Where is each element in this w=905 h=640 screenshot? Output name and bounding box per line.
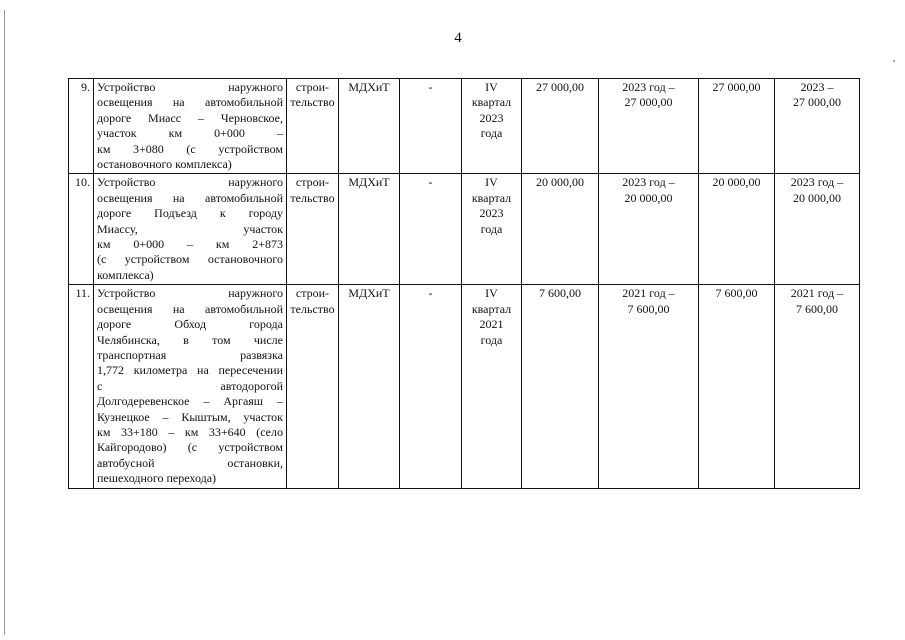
- cell-line: IV: [485, 175, 498, 190]
- cell-line: освещения на автомобильной: [97, 190, 283, 205]
- cell-line: года: [480, 126, 503, 141]
- cell-line: строи-: [295, 80, 330, 94]
- table-row: [69, 174, 860, 285]
- budget-by-year: [775, 174, 860, 285]
- cell-line: (с устройством остановочного: [97, 252, 283, 267]
- budget-by-year: [775, 79, 860, 174]
- budget-amount: 20 000,00: [699, 174, 775, 285]
- works-table: [68, 78, 860, 489]
- cell-line: квартал: [471, 190, 512, 205]
- cell-line: квартал: [471, 301, 512, 316]
- cost-by-year: [599, 174, 699, 285]
- customer: МДХиТ: [339, 285, 400, 488]
- empty-mark: -: [400, 79, 462, 174]
- budget-amount: 7 600,00: [699, 285, 775, 488]
- cell-line: строи-: [295, 175, 330, 190]
- total-cost: 20 000,00: [522, 174, 599, 285]
- cell-line: Кайгородово) (с устройством: [97, 440, 283, 455]
- object-name: [94, 174, 287, 285]
- cell-line: освещения на автомобильной: [97, 301, 283, 316]
- cell-line: Миассу, участок: [97, 221, 283, 236]
- budget-amount: 27 000,00: [699, 79, 775, 174]
- customer: МДХиТ: [339, 79, 400, 174]
- cell-line: 2023 год –: [622, 80, 675, 94]
- cell-line: комплекса): [97, 267, 154, 282]
- cell-line: 27 000,00: [624, 95, 673, 110]
- cell-line: 2021 год –: [622, 286, 675, 301]
- cell-line: дороге Подъезд к городу: [97, 206, 283, 221]
- cell-line: Устройство наружного: [97, 286, 283, 301]
- cell-line: 20 000,00: [624, 190, 673, 205]
- object-name: [94, 285, 287, 488]
- cell-line: 7 600,00: [796, 301, 838, 316]
- cell-line: автобусной остановки,: [97, 455, 283, 470]
- row-number: 10.: [69, 174, 94, 285]
- total-cost: 27 000,00: [522, 79, 599, 174]
- cell-line: Челябинска, в том числе: [97, 332, 283, 347]
- completion-term: [462, 174, 522, 285]
- customer: МДХиТ: [339, 174, 400, 285]
- cell-line: строи-: [295, 286, 330, 301]
- cell-line: тельство: [290, 301, 335, 316]
- cell-line: 1,772 километра на пересечении: [97, 363, 283, 378]
- cell-line: 7 600,00: [627, 301, 670, 316]
- cell-line: года: [480, 221, 503, 236]
- table-row: [69, 79, 860, 174]
- cell-line: 2021: [479, 317, 504, 332]
- total-cost: 7 600,00: [522, 285, 599, 488]
- cell-line: дороге Обход города: [97, 317, 283, 332]
- cell-line: IV: [485, 286, 498, 301]
- completion-term: [462, 79, 522, 174]
- work-type: [287, 79, 339, 174]
- cell-line: остановочного комплекса): [97, 157, 232, 172]
- page-number: 4: [454, 30, 462, 46]
- cell-line: км 0+000 – км 2+873: [97, 237, 283, 252]
- cell-line: тельство: [290, 190, 335, 205]
- empty-mark: -: [400, 174, 462, 285]
- cell-line: 2023 –: [800, 80, 834, 94]
- cell-line: транспортная развязка: [97, 347, 283, 362]
- cell-line: дороге Миасс – Черновское,: [97, 110, 283, 125]
- budget-by-year: [775, 285, 860, 488]
- empty-mark: -: [400, 285, 462, 488]
- cell-line: с автодорогой: [97, 378, 283, 393]
- completion-term: [462, 285, 522, 488]
- cell-line: 2023 год –: [790, 175, 844, 190]
- cell-line: года: [480, 332, 503, 347]
- cell-line: км 33+180 – км 33+640 (село: [97, 424, 283, 439]
- work-type: [287, 285, 339, 488]
- scan-speck: [893, 60, 895, 62]
- cell-line: Долгодеревенское – Аргаяш –: [97, 394, 283, 409]
- row-number: 11.: [69, 285, 94, 488]
- cost-by-year: [599, 285, 699, 488]
- object-name: [94, 79, 287, 174]
- cell-line: Кузнецкое – Кыштым, участок: [97, 409, 283, 424]
- cell-line: 2023: [479, 206, 504, 221]
- cell-line: 2023 год –: [622, 175, 675, 190]
- cell-line: участок км 0+000 –: [97, 126, 283, 141]
- cell-line: IV: [485, 80, 498, 94]
- cost-by-year: [599, 79, 699, 174]
- cell-line: освещения на автомобильной: [97, 95, 283, 110]
- cell-line: 27 000,00: [793, 95, 841, 110]
- work-type: [287, 174, 339, 285]
- cell-line: 2021 год –: [790, 286, 844, 301]
- cell-line: Устройство наружного: [97, 80, 283, 94]
- cell-line: тельство: [290, 95, 335, 110]
- scan-left-edge: [4, 10, 5, 635]
- cell-line: 2023: [479, 110, 504, 125]
- table-row: [69, 285, 860, 488]
- cell-line: квартал: [471, 95, 512, 110]
- cell-line: Устройство наружного: [97, 175, 283, 190]
- cell-line: км 3+080 (с устройством: [97, 141, 283, 156]
- cell-line: пешеходного перехода): [97, 471, 217, 486]
- row-number: 9.: [69, 79, 94, 174]
- cell-line: 20 000,00: [793, 190, 841, 205]
